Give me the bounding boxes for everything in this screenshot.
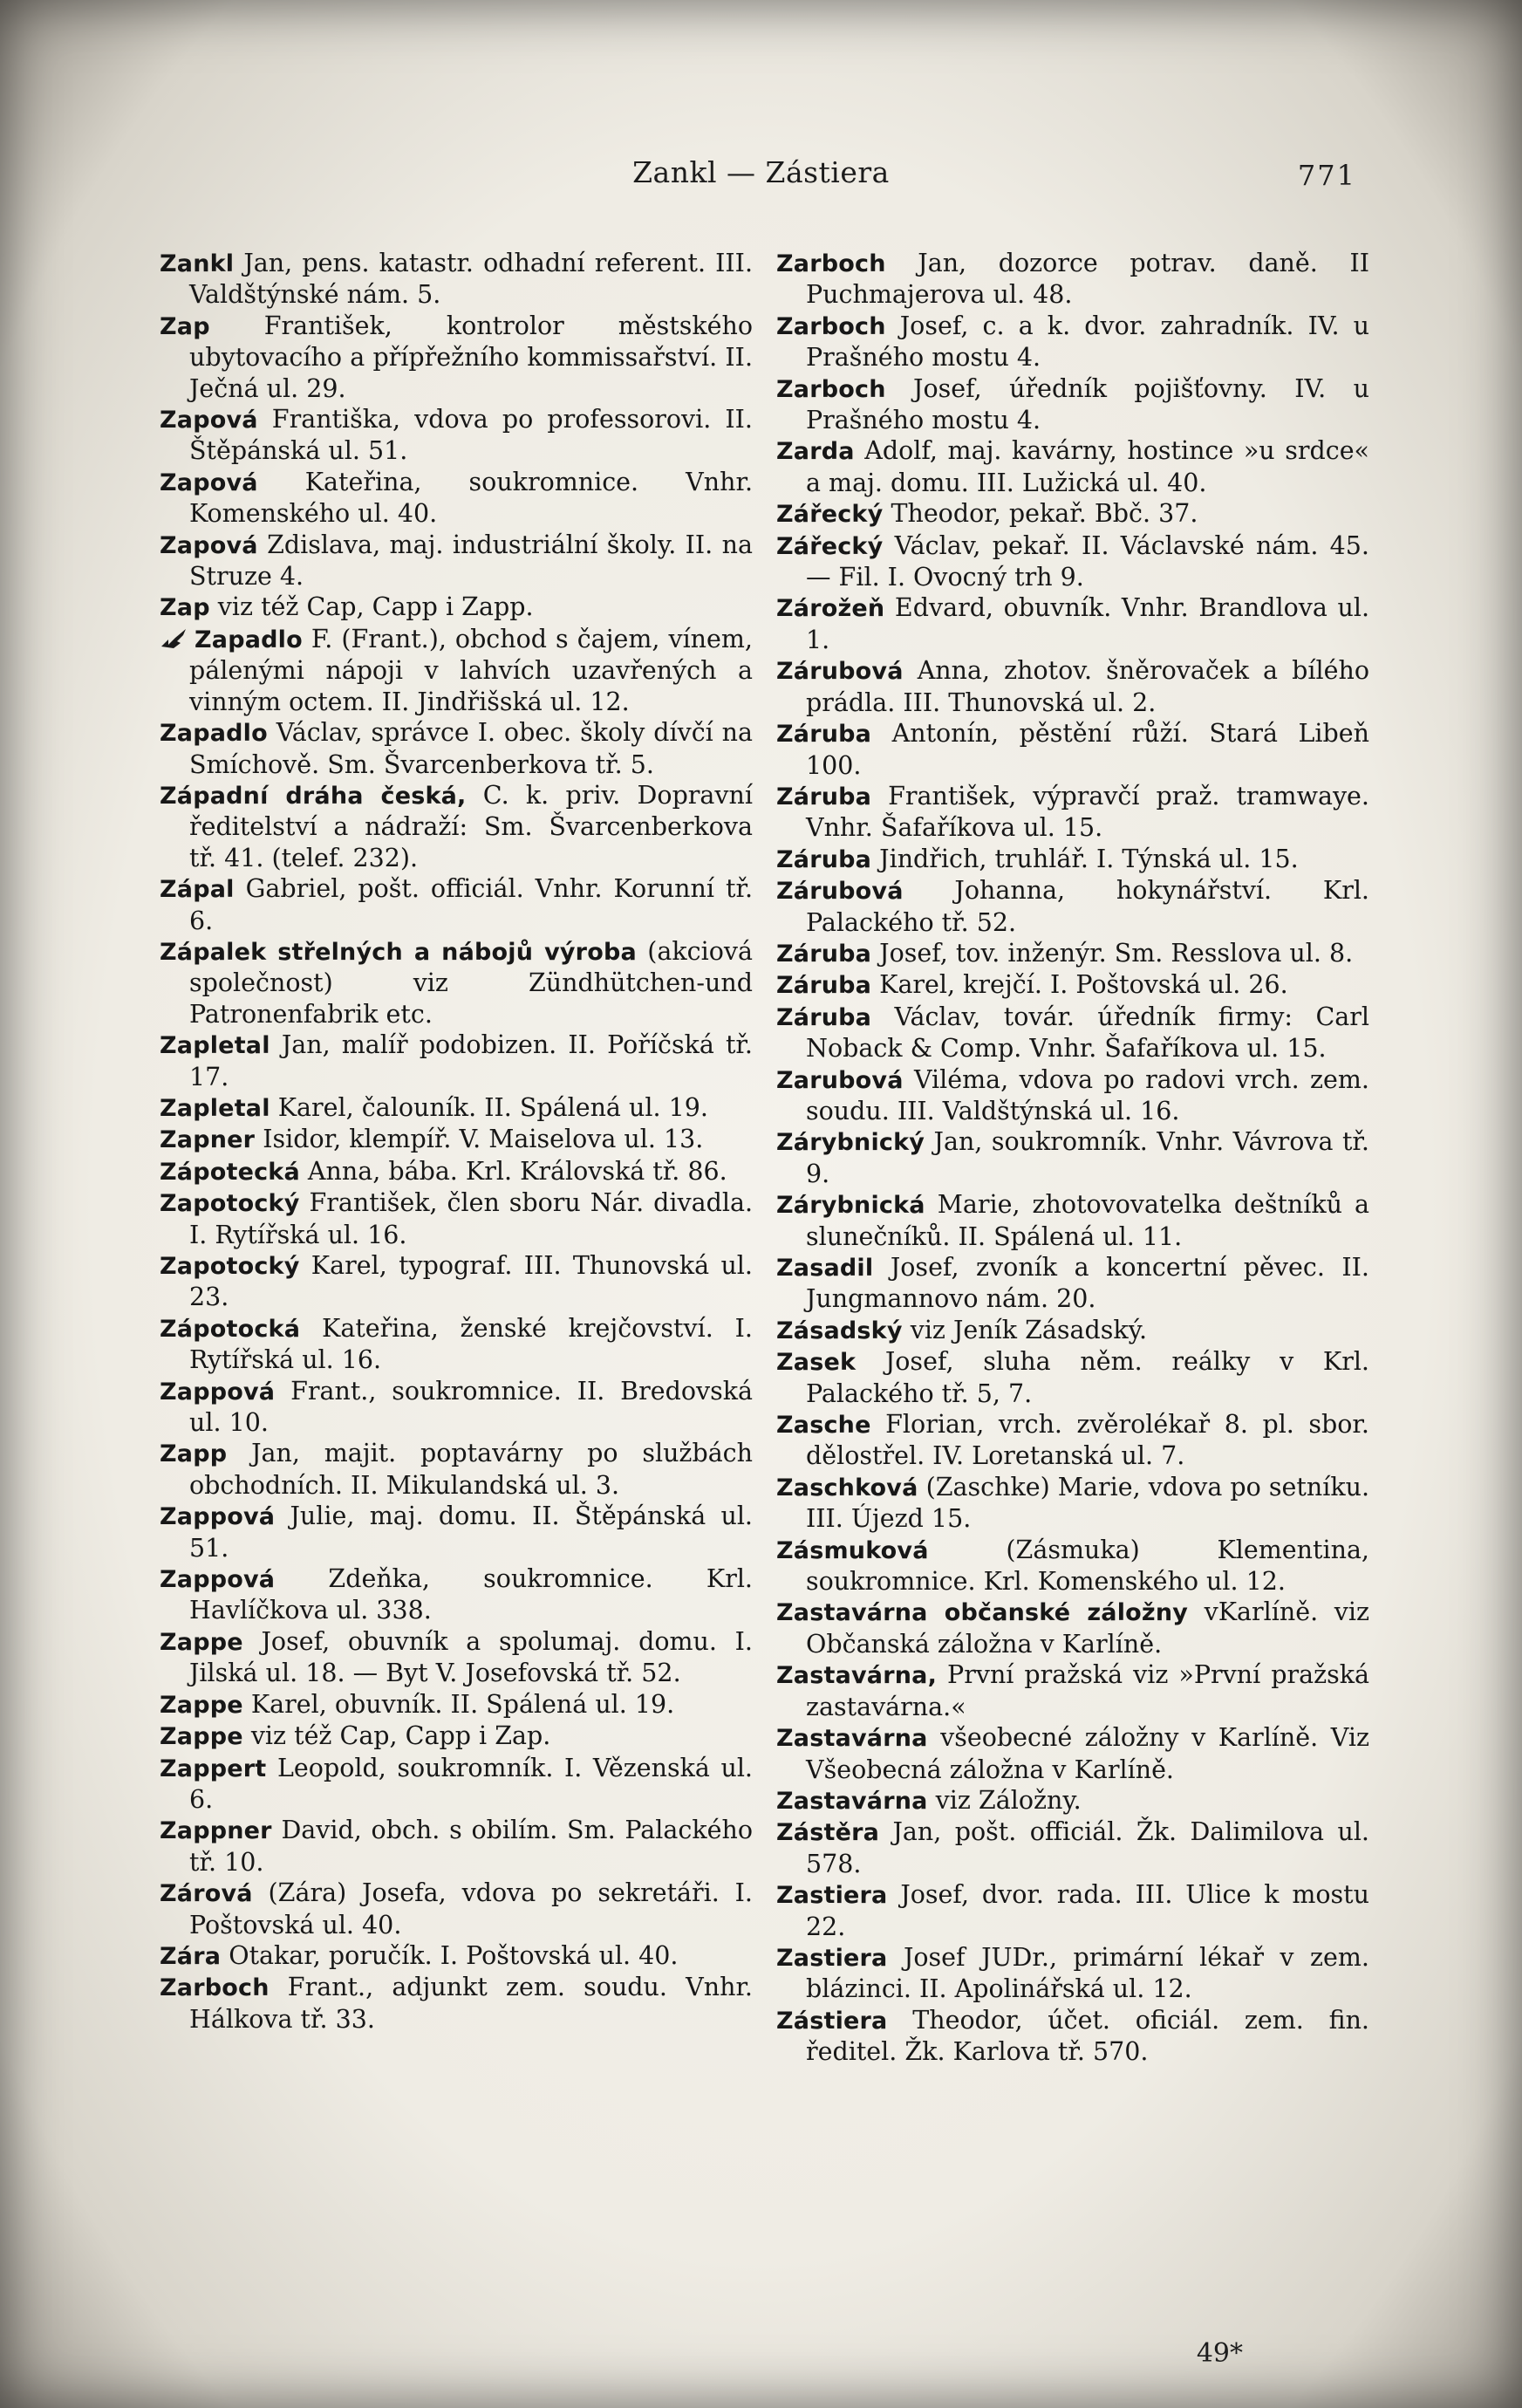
entry-details: Josef, c. a k. dvor. zahradník. IV. u Prašného mostu 4. [806, 311, 1369, 373]
directory-entry [776, 373, 1369, 436]
entry-details: Jan, pens. katastr. odhadní referent. III. Valdštýnské nám. 5. [189, 249, 753, 310]
entry-details: František, výpravčí praž. tramwaye. Vnhr. Šafaříkova ul. 15. [806, 781, 1369, 843]
directory-entry [776, 875, 1369, 938]
entry-details: Josef, tov. inženýr. Sm. Resslova ul. 8. [871, 938, 1354, 968]
entry-name: Zapadlo [160, 720, 268, 748]
entry-details: viz Jeník Zásadský. [902, 1315, 1148, 1344]
directory-entry [160, 1030, 753, 1092]
entry-name: Zárubová [776, 878, 904, 906]
directory-entry [160, 717, 753, 780]
entry-details: Frant., adjunkt zem. soudu. Vnhr. Hálkova tř. 33. [189, 1973, 753, 2034]
directory-entry [160, 1563, 753, 1626]
entry-name: Zarboch [776, 312, 886, 340]
directory-entry [160, 1501, 753, 1563]
directory-entry [160, 1124, 753, 1155]
directory-entry [776, 1879, 1369, 1942]
entry-details: Anna, bába. Krl. Královská tř. 86. [299, 1156, 727, 1186]
directory-entry [160, 873, 753, 936]
entry-name: Západní dráha česká, [160, 782, 467, 810]
entry-name: Zap [160, 312, 210, 340]
directory-entry [776, 1346, 1369, 1409]
entry-name: Zástiera [776, 2007, 888, 2035]
entry-name: Zasek [776, 1349, 857, 1377]
entry-details: Josef, sluha něm. reálky v Krl. Palackého tř. 5, 7. [806, 1347, 1369, 1408]
directory-entry [160, 1250, 753, 1313]
entry-details: Johanna, hokynářství. Krl. Palackého tř. 52. [806, 876, 1369, 937]
entry-details: Adolf, maj. kavárny, hostince »u srdce« a maj. domu. III. Lužická ul. 40. [806, 436, 1369, 497]
directory-entry [160, 1689, 753, 1720]
directory-entry [160, 780, 753, 873]
directory-entry [776, 969, 1369, 1001]
entry-name: Zappe [160, 1628, 243, 1656]
directory-entry [160, 592, 753, 623]
entry-details: Julie, maj. domu. II. Štěpánská ul. 51. [189, 1502, 753, 1563]
directory-entry [160, 248, 753, 311]
entry-details: Josef JUDr., primární lékař v zem. blázinci. II. Apolinářská ul. 12. [806, 1942, 1369, 2004]
directory-entry [776, 1942, 1369, 2005]
entry-name: Zapner [160, 1126, 256, 1154]
entry-details: Karel, obuvník. II. Spálená ul. 19. [242, 1689, 675, 1719]
entry-name: Zapletal [160, 1094, 270, 1122]
entry-name: Zappová [160, 1566, 276, 1594]
entry-details: (akciová společnost) viz Zündhütchen-und Patronenfabrik etc. [189, 936, 753, 1029]
directory-entry [776, 938, 1369, 969]
directory-entry [160, 1156, 753, 1187]
entry-name: Zápalek střelných a nábojů výroba [160, 938, 637, 966]
entry-details: Zdislava, maj. industriální školy. II. na Struze 4. [189, 530, 753, 592]
entry-details: Karel, typograf. III. Thunovská ul. 23. [189, 1251, 753, 1312]
entry-name: Zappert [160, 1755, 267, 1782]
directory-entry [160, 530, 753, 592]
directory-entry [160, 1626, 753, 1689]
page-title: Zankl — Zástiera [632, 155, 890, 189]
directory-entry [776, 1315, 1369, 1346]
sheet-signature: 49* [1196, 2338, 1243, 2369]
directory-entry [776, 1597, 1369, 1659]
right-column [776, 248, 1369, 2068]
entry-name: Zankl [160, 250, 235, 277]
entry-name: Zappová [160, 1378, 276, 1406]
pointing-hand-icon [160, 627, 189, 650]
directory-entry [776, 655, 1369, 718]
entry-name: Zárybnická [776, 1192, 925, 1220]
entry-name: Zappová [160, 1503, 276, 1531]
directory-entry [160, 1720, 753, 1752]
entry-details: viz Záložny. [927, 1785, 1082, 1815]
entry-name: Zára [160, 1942, 222, 1970]
entry-name: Zásadský [776, 1317, 903, 1344]
entry-details: Edvard, obuvník. Vnhr. Brandlova ul. 1. [806, 593, 1369, 654]
entry-details: Frant., soukromnice. II. Bredovská ul. 10. [189, 1376, 753, 1438]
entry-name: Zastiera [776, 1882, 888, 1910]
entry-details: (Zásmuka) Klementina, soukromnice. Krl. Komenského ul. 12. [806, 1535, 1369, 1597]
left-column [160, 248, 753, 2035]
directory-entry [776, 1409, 1369, 1472]
entry-name: Zaschková [776, 1474, 918, 1502]
entry-name: Zap [160, 594, 210, 622]
entry-name: Zarda [776, 438, 855, 466]
entry-name: Zapp [160, 1440, 228, 1468]
directory-entry [776, 1002, 1369, 1064]
directory-entry [160, 1878, 753, 1940]
directory-entry [160, 936, 753, 1030]
entry-name: Zápotocká [160, 1315, 301, 1343]
entry-details: Jan, dozorce potrav. daně. II Puchmajerova ul. 48. [806, 249, 1369, 310]
directory-entry [160, 1187, 753, 1250]
entry-details: Karel, krejčí. I. Poštovská ul. 26. [871, 970, 1288, 1000]
entry-details: První pražská viz »První pražská zastavárna.« [806, 1660, 1369, 1721]
entry-name: Zastavárna občanské záložny [776, 1599, 1189, 1627]
entry-name: Zářecký [776, 501, 884, 529]
entry-name: Záruba [776, 972, 872, 1000]
entry-name: Zárová [160, 1880, 253, 1908]
entry-details: F. (Frant.), obchod s čajem, vínem, pálenými nápoji v lahvích uzavřených a vinným octem. II. Jindřišská ul. 12. [189, 624, 753, 716]
entry-name: Zarboch [160, 1974, 270, 2002]
entry-name: Zastavárna [776, 1725, 928, 1753]
directory-entry [160, 1972, 753, 2035]
entry-name: Zapotocký [160, 1253, 300, 1280]
directory-entry [776, 718, 1369, 781]
entry-details: Theodor, pekař. Bbč. 37. [883, 499, 1198, 529]
entry-details: (Zára) Josefa, vdova po sekretáři. I. Poštovská ul. 40. [189, 1878, 753, 1939]
directory-entry [160, 1313, 753, 1376]
entry-details: Anna, zhotov. šněrovaček a bílého prádla. III. Thunovská ul. 2. [806, 656, 1369, 717]
directory-entry [160, 467, 753, 530]
directory-entry [776, 1126, 1369, 1189]
directory-entry [776, 1816, 1369, 1879]
entry-details: C. k. priv. Dopravní ředitelství a nádraží: Sm. Švarcenberkova tř. 41. (telef. 232). [189, 780, 753, 872]
entry-name: Záruba [776, 940, 872, 968]
directory-entry [160, 1092, 753, 1124]
entry-name: Zárožeň [776, 595, 885, 623]
directory-entry [776, 248, 1369, 311]
entry-name: Zarubová [776, 1066, 904, 1094]
directory-entry [160, 1753, 753, 1816]
entry-name: Zárybnický [776, 1129, 925, 1157]
entry-details: Antonín, pěstění růží. Stará Libeň 100. [806, 719, 1369, 780]
directory-entry [776, 2005, 1369, 2068]
entry-details: Jan, soukromník. Vnhr. Vávrova tř. 9. [806, 1127, 1369, 1188]
entry-details: Františka, vdova po professorovi. II. Štěpánská ul. 51. [189, 405, 753, 466]
entry-name: Zapová [160, 469, 258, 496]
entry-details: všeobecné záložny v Karlíně. Viz Všeobecná záložna v Karlíně. [806, 1723, 1369, 1784]
entry-name: Zapletal [160, 1032, 270, 1060]
entry-name: Zarboch [776, 375, 886, 403]
entry-name: Zápotecká [160, 1158, 300, 1186]
entry-details: vKarlíně. viz Občanská záložna v Karlíně. [806, 1597, 1370, 1659]
directory-entry [776, 1535, 1369, 1597]
directory-entry [776, 781, 1369, 844]
directory-entry [776, 1659, 1369, 1722]
entry-details: Otakar, poručík. I. Poštovská ul. 40. [221, 1940, 679, 1970]
directory-entry [160, 311, 753, 404]
entry-details: Jan, majit. poptavárny po službách obchodních. II. Mikulandská ul. 3. [189, 1439, 753, 1500]
entry-name: Záruba [776, 783, 872, 811]
directory-entry [776, 498, 1369, 530]
directory-entry [776, 530, 1369, 593]
directory-entry [776, 592, 1369, 655]
directory-entry [160, 1376, 753, 1439]
entry-name: Zastavárna [776, 1787, 928, 1815]
directory-entry [160, 1940, 753, 1972]
entry-details: David, obch. s obilím. Sm. Palackého tř. 10. [189, 1816, 753, 1877]
entry-details: Karel, čalouník. II. Spálená ul. 19. [270, 1092, 708, 1122]
entry-details: Josef, obuvník a spolumaj. domu. I. Jilská ul. 18. — Byt V. Josefovská tř. 52. [189, 1626, 753, 1688]
entry-name: Zapadlo [195, 626, 303, 653]
entry-details: Kateřina, ženské krejčovství. I. Rytířská ul. 16. [189, 1313, 753, 1375]
entry-name: Zapová [160, 407, 258, 434]
entry-details: (Zaschke) Marie, vdova po setníku. III. Újezd 15. [806, 1472, 1369, 1534]
entry-name: Zasadil [776, 1255, 874, 1282]
entry-details: Josef, dvor. rada. III. Ulice k mostu 22. [806, 1880, 1369, 1941]
directory-entry [776, 844, 1369, 875]
directory-entry [160, 1438, 753, 1501]
entry-name: Zapová [160, 531, 258, 559]
entry-details: Kateřina, soukromnice. Vnhr. Komenského ul. 40. [189, 467, 753, 529]
entry-name: Zastiera [776, 1944, 888, 1972]
entry-name: Zástěra [776, 1819, 880, 1847]
directory-entry [776, 1722, 1369, 1785]
running-header [0, 155, 1522, 199]
entry-name: Zárubová [776, 658, 904, 686]
entry-name: Zappner [160, 1817, 272, 1845]
directory-entry [776, 435, 1369, 498]
entry-details: Leopold, soukromník. I. Vězenská ul. 6. [189, 1753, 753, 1814]
entry-name: Zásmuková [776, 1536, 929, 1564]
entry-details: Gabriel, pošt. officiál. Vnhr. Korunní tř. 6. [189, 874, 753, 935]
entry-name: Záruba [776, 721, 872, 749]
entry-name: Zapotocký [160, 1190, 300, 1218]
entry-name: Zarboch [776, 250, 886, 277]
entry-details: František, člen sboru Nár. divadla. I. Rytířská ul. 16. [189, 1188, 753, 1249]
entry-details: Isidor, klempíř. V. Maiselova ul. 13. [255, 1125, 704, 1154]
directory-entry [776, 1472, 1369, 1535]
page-number: 771 [1297, 159, 1356, 192]
entry-name: Zappe [160, 1723, 243, 1751]
directory-entry [776, 311, 1369, 373]
directory-entry [776, 1252, 1369, 1315]
directory-entry [776, 1189, 1369, 1252]
entry-details: František, kontrolor městského ubytovacího a přípřežního kommissařství. II. Ječná ul. 29. [189, 311, 753, 403]
entry-details: Viléma, vdova po radovi vrch. zem. soudu. III. Valdštýnská ul. 16. [806, 1064, 1369, 1125]
entry-details: Václav, pekař. II. Václavské nám. 45. — Fil. I. Ovocný trh 9. [806, 530, 1369, 592]
entry-details: Jan, pošt. officiál. Žk. Dalimilova ul. 578. [806, 1817, 1369, 1878]
entry-details: Jan, malíř podobizen. II. Poříčská tř. 17. [189, 1030, 753, 1091]
directory-entry [776, 1785, 1369, 1816]
entry-name: Záruba [776, 1003, 872, 1031]
entry-name: Zápal [160, 876, 235, 904]
directory-entry [776, 1064, 1369, 1127]
entry-details: Theodor, účet. oficiál. zem. fin. ředitel. Žk. Karlova tř. 570. [806, 2005, 1369, 2067]
directory-entry [160, 1815, 753, 1878]
entry-name: Zastavárna, [776, 1662, 938, 1690]
entry-details: Zdeňka, soukromnice. Krl. Havlíčkova ul. 338. [189, 1564, 753, 1625]
entry-details: Jindřich, truhlář. I. Týnská ul. 15. [871, 844, 1299, 873]
entry-details: Florian, vrch. zvěrolékař 8. pl. sbor. dělostřel. IV. Loretanská ul. 7. [806, 1410, 1369, 1471]
entry-name: Zářecký [776, 532, 884, 560]
entry-details: Marie, zhotovovatelka deštníků a slunečníků. II. Spálená ul. 11. [806, 1190, 1369, 1251]
entry-name: Zappe [160, 1691, 243, 1719]
entry-name: Záruba [776, 845, 872, 873]
directory-entry [160, 404, 753, 467]
entry-details: Václav, továr. úředník firmy: Carl Noback & Comp. Vnhr. Šafaříkova ul. 15. [806, 1002, 1369, 1064]
entry-details: viz též Cap, Capp i Zapp. [209, 592, 534, 622]
entry-details: Josef, zvoník a koncertní pěvec. II. Jungmannovo nám. 20. [806, 1253, 1369, 1314]
entry-details: viz též Cap, Capp i Zap. [242, 1721, 551, 1751]
entry-name: Zasche [776, 1412, 871, 1440]
directory-entry [160, 624, 753, 717]
entry-details: Václav, správce I. obec. školy dívčí na Smíchově. Sm. Švarcenberkova tř. 5. [189, 718, 753, 779]
entry-details: Josef, úředník pojišťovny. IV. u Prašného mostu 4. [806, 373, 1369, 435]
